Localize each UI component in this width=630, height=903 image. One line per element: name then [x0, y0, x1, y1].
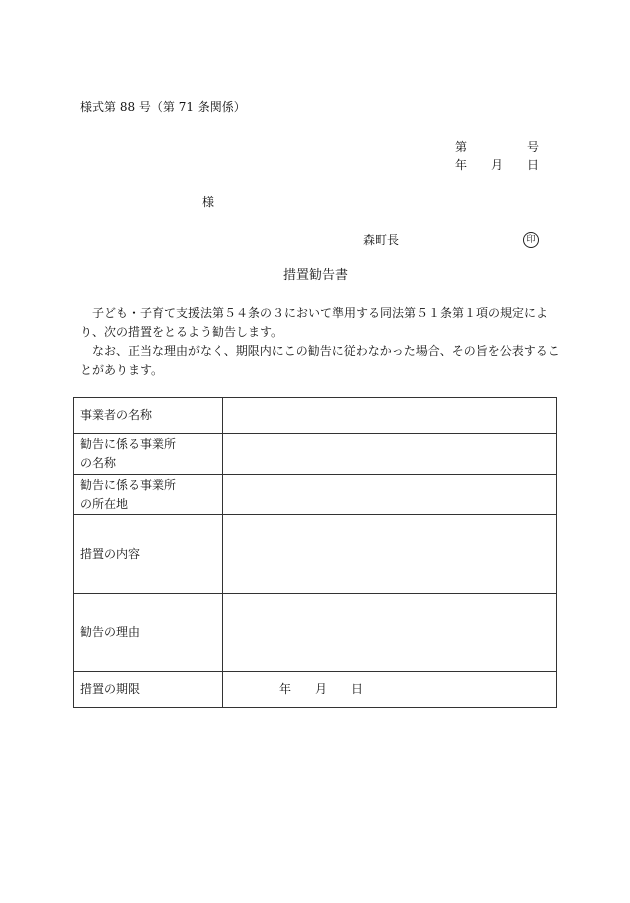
body-paragraph-2: なお、正当な理由がなく、期限内にこの勧告に従わなかった場合、その旨を公表することがあります。 [80, 344, 560, 377]
row-label-measure-content: 措置の内容 [74, 515, 223, 594]
doc-number-suffix: 号 [527, 140, 540, 154]
date-day: 日 [527, 158, 540, 172]
row-label-deadline: 措置の期限 [74, 672, 223, 708]
table-row [74, 672, 557, 708]
date-year: 年 [455, 158, 468, 172]
form-number: 様式第 88 号（第 71 条関係） [80, 100, 246, 114]
seal-stamp: 印 [523, 232, 539, 248]
body-text [80, 304, 560, 380]
deadline-day: 日 [351, 682, 364, 696]
label-line: の所在地 [80, 496, 129, 511]
document-title: 措置勧告書 [283, 268, 349, 283]
row-value-office-address [223, 475, 557, 515]
addressee-suffix: 様 [202, 195, 215, 209]
table-row [74, 515, 557, 594]
deadline-year: 年 [279, 682, 292, 696]
table-row [74, 594, 557, 672]
row-value-measure-content [223, 515, 557, 594]
row-label-office-address [74, 475, 223, 515]
row-label-reason: 勧告の理由 [74, 594, 223, 672]
row-value-office-name [223, 434, 557, 475]
table-row [74, 434, 557, 475]
row-label-business-name: 事業者の名称 [74, 398, 223, 434]
row-value-business-name [223, 398, 557, 434]
body-paragraph-1: 子ども・子育て支援法第５４条の３において準用する同法第５１条第１項の規定により、次の措置をとるよう勧告します。 [80, 306, 549, 339]
table-row [74, 475, 557, 515]
doc-number-prefix: 第 [455, 140, 468, 154]
row-value-reason [223, 594, 557, 672]
issuer-name: 森町長 [363, 233, 400, 247]
label-line: の名称 [80, 456, 117, 470]
table-row [74, 398, 557, 434]
label-line: 勧告に係る事業所 [80, 477, 177, 492]
deadline-month: 月 [315, 682, 328, 696]
row-label-office-name [74, 434, 223, 475]
date-month: 月 [491, 158, 504, 172]
label-line: 勧告に係る事業所 [80, 437, 177, 451]
recommendation-table [73, 397, 557, 708]
row-value-deadline [223, 672, 557, 708]
